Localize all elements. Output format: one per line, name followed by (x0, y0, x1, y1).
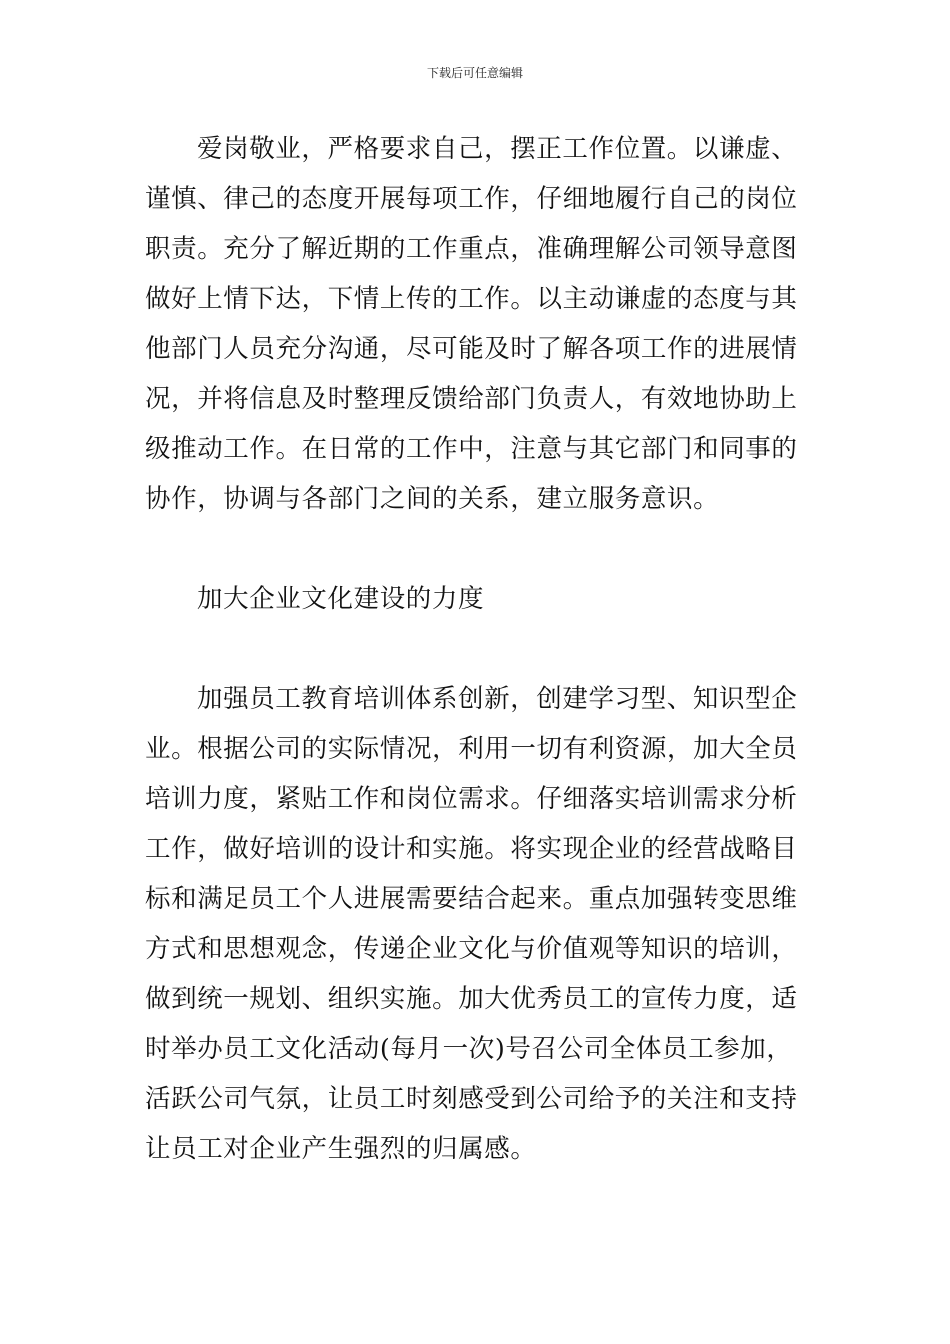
page-header: 下载后可任意编辑 (426, 66, 523, 80)
section-heading (145, 574, 815, 624)
paragraph-line: 工作，做好培训的设计和实施。将实现企业的经营战略目 (145, 834, 798, 864)
paragraph-line: 况，并将信息及时整理反馈给部门负责人，有效地协助上 (145, 384, 798, 414)
paragraph-line: 标和满足员工个人进展需要结合起来。重点加强转变思维 (145, 884, 798, 914)
section-heading-text: 加大企业文化建设的力度 (197, 584, 485, 614)
paragraph-line: 培训力度，紧贴工作和岗位需求。仔细落实培训需求分析 (145, 784, 798, 814)
paragraph-line: 时举办员工文化活动(每月一次)号召公司全体员工参加， (145, 1034, 793, 1064)
paragraph-line: 加强员工教育培训体系创新，创建学习型、知识型企 (197, 684, 798, 714)
paragraph-line: 他部门人员充分沟通，尽可能及时了解各项工作的进展情 (145, 334, 798, 364)
paragraph-line: 级推动工作。在日常的工作中，注意与其它部门和同事的 (145, 434, 798, 464)
paragraph-line: 协作，协调与各部门之间的关系，建立服务意识。 (145, 484, 720, 514)
paragraph-line: 爱岗敬业，严格要求自己，摆正工作位置。以谦虚、 (197, 134, 798, 164)
paragraph-line: 业。根据公司的实际情况，利用一切有利资源，加大全员 (145, 734, 798, 764)
paragraph-job-attitude (145, 124, 815, 524)
paragraph-line: 做好上情下达，下情上传的工作。以主动谦虚的态度与其 (145, 284, 798, 314)
paragraph-line: 让员工对企业产生强烈的归属感。 (145, 1134, 537, 1164)
paragraph-line: 谨慎、律己的态度开展每项工作，仔细地履行自己的岗位 (145, 184, 798, 214)
paragraph-line: 活跃公司气氛，让员工时刻感受到公司给予的关注和支持 (145, 1084, 798, 1114)
paragraph-line: 做到统一规划、组织实施。加大优秀员工的宣传力度，适 (145, 984, 798, 1014)
paragraph-training (145, 674, 815, 1174)
paragraph-line: 方式和思想观念，传递企业文化与价值观等知识的培训， (145, 934, 798, 964)
paragraph-line: 职责。充分了解近期的工作重点，准确理解公司领导意图 (145, 234, 798, 264)
